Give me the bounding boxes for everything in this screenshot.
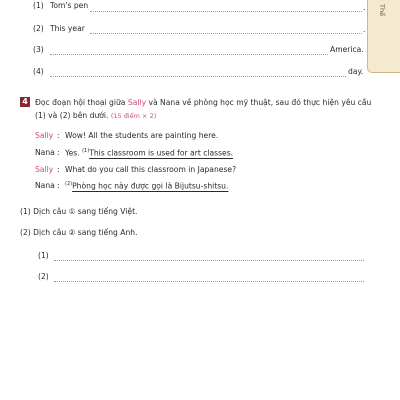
name-nana: Nana [160,98,180,107]
speaker-separator: : [57,148,60,157]
q3-item-tail: . [363,3,366,12]
answer-line[interactable] [90,11,362,12]
answer-line[interactable] [54,260,364,261]
speaker-sally: Sally [35,165,54,174]
question-number-badge: 4 [20,97,30,107]
q3-item-tail: America. [330,45,364,54]
q3-item-number: (3) [33,45,44,54]
q3-item-lead: This year [50,24,85,33]
answer-number: (2) [38,272,49,281]
answer-line[interactable] [50,54,328,55]
task-2: (2) Dịch câu ② sang tiếng Anh. [20,228,138,237]
sentence-marker: (2) [65,181,73,187]
name-sally: Sally [127,98,147,107]
underlined-sentence: This classroom is used for art classes. [89,148,234,158]
q4-instruction [35,99,371,107]
q3-item-tail: . [363,25,366,34]
answer-line[interactable] [54,281,364,282]
score-label: (15 điểm × 2) [110,112,157,120]
instruction-text: và [146,98,161,107]
q3-item-number: (1) [33,1,44,10]
speaker-nana: Nana [35,181,55,190]
dialogue-pre: Yes. [65,148,80,158]
instruction-text: về phòng học mỹ thuật, sau đó thực hiện yêu cầu [179,98,372,107]
answer-number: (1) [38,251,49,260]
speaker-separator: : [57,181,60,190]
instruction-text: (1) và (2) bên dưới. [35,111,109,120]
underlined-sentence: Phòng học này được gọi là Bijutsu-shitsu. [72,181,229,191]
dialogue-text-line [65,149,233,157]
dialogue-text: What do you call this classroom in Japanese? [65,165,237,174]
speaker-nana: Nana [35,148,55,157]
speaker-separator: : [57,131,60,140]
answer-line[interactable] [90,33,362,34]
instruction-text: Đọc đoạn hội thoại giữa [35,98,128,107]
q3-item-lead: Tom's pen [50,1,89,10]
speaker-separator: : [57,165,60,174]
side-tab-label: Thể [378,4,386,17]
task-1: (1) Dịch câu ① sang tiếng Việt. [20,207,138,216]
q3-item-tail: day. [348,67,364,76]
speaker-sally: Sally [35,131,54,140]
dialogue-text: Wow! All the students are painting here. [65,131,219,140]
answer-line[interactable] [50,76,346,77]
q4-instruction-line2 [35,112,156,120]
sentence-marker: (1) [82,148,90,154]
q3-item-number: (2) [33,24,44,33]
q3-item-number: (4) [33,67,44,76]
dialogue-text-line [65,182,228,190]
